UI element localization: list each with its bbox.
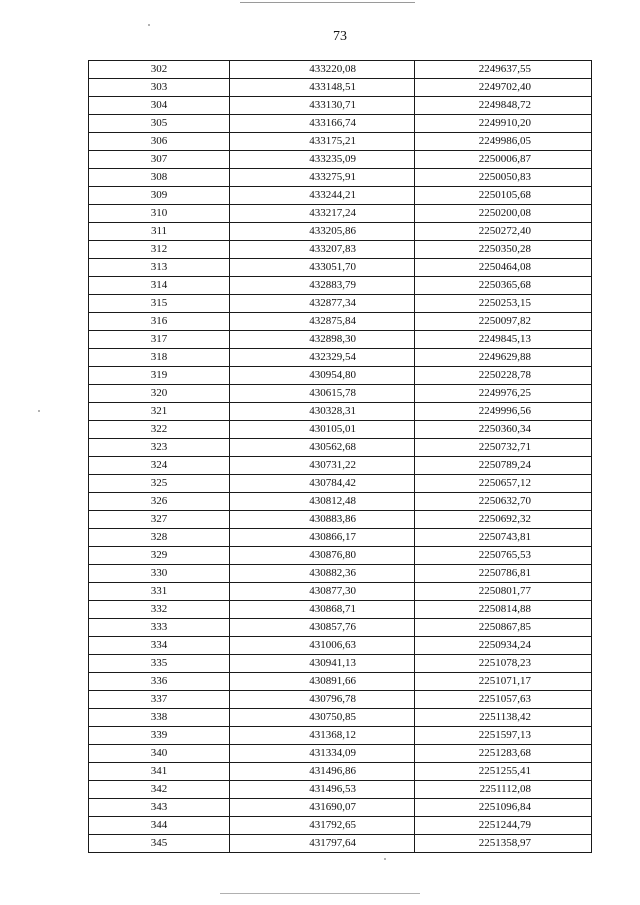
point-number-cell: 319 [89, 367, 230, 385]
x-coordinate-cell: 430750,85 [230, 709, 415, 727]
y-coordinate-cell: 2250786,81 [415, 565, 592, 583]
table-row [89, 187, 592, 205]
table-row [89, 61, 592, 79]
y-coordinate-cell: 2251057,63 [415, 691, 592, 709]
table-row [89, 601, 592, 619]
y-coordinate-cell: 2250365,68 [415, 277, 592, 295]
x-coordinate-cell: 433275,91 [230, 169, 415, 187]
point-number-cell: 333 [89, 619, 230, 637]
x-coordinate-cell: 432898,30 [230, 331, 415, 349]
x-coordinate-cell: 433207,83 [230, 241, 415, 259]
y-coordinate-cell: 2250097,82 [415, 313, 592, 331]
point-number-cell: 326 [89, 493, 230, 511]
table-row [89, 457, 592, 475]
x-coordinate-cell: 432329,54 [230, 349, 415, 367]
point-number-cell: 311 [89, 223, 230, 241]
point-number-cell: 314 [89, 277, 230, 295]
table-row [89, 655, 592, 673]
y-coordinate-cell: 2249976,25 [415, 385, 592, 403]
x-coordinate-cell: 430105,01 [230, 421, 415, 439]
x-coordinate-cell: 430866,17 [230, 529, 415, 547]
table-row [89, 223, 592, 241]
point-number-cell: 312 [89, 241, 230, 259]
point-number-cell: 304 [89, 97, 230, 115]
table-row [89, 565, 592, 583]
table-row [89, 781, 592, 799]
x-coordinate-cell: 433166,74 [230, 115, 415, 133]
point-number-cell: 302 [89, 61, 230, 79]
point-number-cell: 328 [89, 529, 230, 547]
point-number-cell: 344 [89, 817, 230, 835]
x-coordinate-cell: 430877,30 [230, 583, 415, 601]
point-number-cell: 316 [89, 313, 230, 331]
x-coordinate-cell: 433205,86 [230, 223, 415, 241]
table-row [89, 673, 592, 691]
y-coordinate-cell: 2249845,13 [415, 331, 592, 349]
table-row [89, 151, 592, 169]
y-coordinate-cell: 2251244,79 [415, 817, 592, 835]
x-coordinate-cell: 431496,53 [230, 781, 415, 799]
y-coordinate-cell: 2250732,71 [415, 439, 592, 457]
x-coordinate-cell: 430876,80 [230, 547, 415, 565]
y-coordinate-cell: 2250228,78 [415, 367, 592, 385]
point-number-cell: 320 [89, 385, 230, 403]
point-number-cell: 334 [89, 637, 230, 655]
x-coordinate-cell: 433244,21 [230, 187, 415, 205]
x-coordinate-cell: 430954,80 [230, 367, 415, 385]
table-row [89, 385, 592, 403]
y-coordinate-cell: 2250360,34 [415, 421, 592, 439]
y-coordinate-cell: 2249910,20 [415, 115, 592, 133]
x-coordinate-cell: 432877,34 [230, 295, 415, 313]
x-coordinate-cell: 432883,79 [230, 277, 415, 295]
x-coordinate-cell: 431797,64 [230, 835, 415, 853]
y-coordinate-cell: 2250692,32 [415, 511, 592, 529]
y-coordinate-cell: 2251358,97 [415, 835, 592, 853]
y-coordinate-cell: 2250006,87 [415, 151, 592, 169]
point-number-cell: 329 [89, 547, 230, 565]
x-coordinate-cell: 430941,13 [230, 655, 415, 673]
y-coordinate-cell: 2251255,41 [415, 763, 592, 781]
y-coordinate-cell: 2249629,88 [415, 349, 592, 367]
y-coordinate-cell: 2249848,72 [415, 97, 592, 115]
y-coordinate-cell: 2249702,40 [415, 79, 592, 97]
point-number-cell: 338 [89, 709, 230, 727]
x-coordinate-cell: 433175,21 [230, 133, 415, 151]
x-coordinate-cell: 433130,71 [230, 97, 415, 115]
x-coordinate-cell: 430796,78 [230, 691, 415, 709]
table-row [89, 763, 592, 781]
y-coordinate-cell: 2250657,12 [415, 475, 592, 493]
page-number: 73 [333, 29, 347, 44]
point-number-cell: 339 [89, 727, 230, 745]
x-coordinate-cell: 430784,42 [230, 475, 415, 493]
table-row [89, 403, 592, 421]
table-row [89, 115, 592, 133]
table-row [89, 421, 592, 439]
point-number-cell: 340 [89, 745, 230, 763]
point-number-cell: 336 [89, 673, 230, 691]
x-coordinate-cell: 433148,51 [230, 79, 415, 97]
y-coordinate-cell: 2250867,85 [415, 619, 592, 637]
table-row [89, 727, 592, 745]
table-row [89, 817, 592, 835]
table-row [89, 619, 592, 637]
table-row [89, 691, 592, 709]
point-number-cell: 305 [89, 115, 230, 133]
y-coordinate-cell: 2249986,05 [415, 133, 592, 151]
y-coordinate-cell: 2250105,68 [415, 187, 592, 205]
point-number-cell: 335 [89, 655, 230, 673]
coordinates-table-body [89, 61, 592, 853]
x-coordinate-cell: 433051,70 [230, 259, 415, 277]
y-coordinate-cell: 2251112,08 [415, 781, 592, 799]
y-coordinate-cell: 2250789,24 [415, 457, 592, 475]
x-coordinate-cell: 430882,36 [230, 565, 415, 583]
table-row [89, 241, 592, 259]
x-coordinate-cell: 431690,07 [230, 799, 415, 817]
y-coordinate-cell: 2250253,15 [415, 295, 592, 313]
y-coordinate-cell: 2251597,13 [415, 727, 592, 745]
point-number-cell: 317 [89, 331, 230, 349]
x-coordinate-cell: 431496,86 [230, 763, 415, 781]
point-number-cell: 322 [89, 421, 230, 439]
y-coordinate-cell: 2251138,42 [415, 709, 592, 727]
y-coordinate-cell: 2250464,08 [415, 259, 592, 277]
scan-edge-line-top [240, 2, 415, 3]
x-coordinate-cell: 431334,09 [230, 745, 415, 763]
table-row [89, 259, 592, 277]
table-row [89, 583, 592, 601]
y-coordinate-cell: 2249637,55 [415, 61, 592, 79]
point-number-cell: 307 [89, 151, 230, 169]
table-row [89, 79, 592, 97]
table-row [89, 547, 592, 565]
x-coordinate-cell: 431368,12 [230, 727, 415, 745]
y-coordinate-cell: 2250050,83 [415, 169, 592, 187]
y-coordinate-cell: 2250350,28 [415, 241, 592, 259]
table-row [89, 475, 592, 493]
point-number-cell: 308 [89, 169, 230, 187]
point-number-cell: 341 [89, 763, 230, 781]
point-number-cell: 330 [89, 565, 230, 583]
table-row [89, 169, 592, 187]
table-row [89, 97, 592, 115]
point-number-cell: 332 [89, 601, 230, 619]
x-coordinate-cell: 430328,31 [230, 403, 415, 421]
scan-speck [384, 858, 386, 860]
point-number-cell: 318 [89, 349, 230, 367]
y-coordinate-cell: 2251071,17 [415, 673, 592, 691]
point-number-cell: 337 [89, 691, 230, 709]
table-row [89, 367, 592, 385]
point-number-cell: 323 [89, 439, 230, 457]
y-coordinate-cell: 2250200,08 [415, 205, 592, 223]
table-row [89, 295, 592, 313]
x-coordinate-cell: 432875,84 [230, 313, 415, 331]
x-coordinate-cell: 430562,68 [230, 439, 415, 457]
point-number-cell: 342 [89, 781, 230, 799]
y-coordinate-cell: 2250632,70 [415, 493, 592, 511]
x-coordinate-cell: 430615,78 [230, 385, 415, 403]
point-number-cell: 327 [89, 511, 230, 529]
y-coordinate-cell: 2250743,81 [415, 529, 592, 547]
point-number-cell: 324 [89, 457, 230, 475]
y-coordinate-cell: 2250272,40 [415, 223, 592, 241]
table-row [89, 205, 592, 223]
table-row [89, 835, 592, 853]
point-number-cell: 343 [89, 799, 230, 817]
x-coordinate-cell: 430857,76 [230, 619, 415, 637]
table-row [89, 511, 592, 529]
x-coordinate-cell: 430812,48 [230, 493, 415, 511]
table-row [89, 331, 592, 349]
table-row [89, 349, 592, 367]
scan-edge-line-bottom [220, 893, 420, 894]
x-coordinate-cell: 430731,22 [230, 457, 415, 475]
point-number-cell: 309 [89, 187, 230, 205]
x-coordinate-cell: 431792,65 [230, 817, 415, 835]
x-coordinate-cell: 431006,63 [230, 637, 415, 655]
y-coordinate-cell: 2250801,77 [415, 583, 592, 601]
scan-speck [148, 24, 150, 26]
point-number-cell: 331 [89, 583, 230, 601]
point-number-cell: 313 [89, 259, 230, 277]
point-number-cell: 325 [89, 475, 230, 493]
scan-speck [38, 410, 40, 412]
x-coordinate-cell: 430868,71 [230, 601, 415, 619]
table-row [89, 637, 592, 655]
x-coordinate-cell: 433235,09 [230, 151, 415, 169]
x-coordinate-cell: 430883,86 [230, 511, 415, 529]
point-number-cell: 345 [89, 835, 230, 853]
y-coordinate-cell: 2249996,56 [415, 403, 592, 421]
point-number-cell: 321 [89, 403, 230, 421]
table-row [89, 133, 592, 151]
point-number-cell: 315 [89, 295, 230, 313]
y-coordinate-cell: 2250814,88 [415, 601, 592, 619]
y-coordinate-cell: 2251283,68 [415, 745, 592, 763]
y-coordinate-cell: 2250934,24 [415, 637, 592, 655]
table-row [89, 439, 592, 457]
point-number-cell: 310 [89, 205, 230, 223]
y-coordinate-cell: 2251096,84 [415, 799, 592, 817]
table-row [89, 313, 592, 331]
x-coordinate-cell: 430891,66 [230, 673, 415, 691]
y-coordinate-cell: 2250765,53 [415, 547, 592, 565]
table-row [89, 277, 592, 295]
point-number-cell: 306 [89, 133, 230, 151]
table-row [89, 529, 592, 547]
coordinates-table [88, 60, 592, 853]
point-number-cell: 303 [89, 79, 230, 97]
table-row [89, 493, 592, 511]
y-coordinate-cell: 2251078,23 [415, 655, 592, 673]
table-row [89, 709, 592, 727]
x-coordinate-cell: 433220,08 [230, 61, 415, 79]
x-coordinate-cell: 433217,24 [230, 205, 415, 223]
table-row [89, 799, 592, 817]
table-row [89, 745, 592, 763]
